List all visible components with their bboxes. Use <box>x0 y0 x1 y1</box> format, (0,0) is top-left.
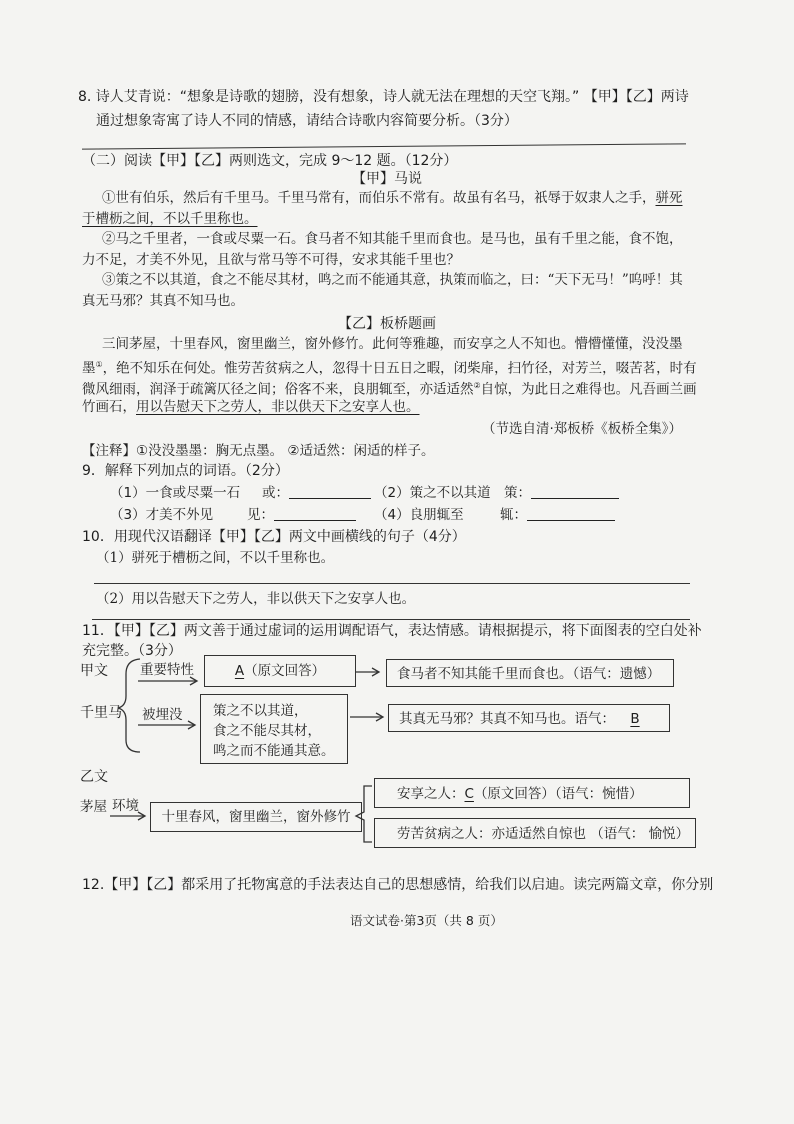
box-d: 劳苦贫病之人：亦适适然自惊也 （语气： 愉悦） <box>374 818 696 848</box>
blank-a-letter[interactable]: A <box>234 663 245 679</box>
box-c <box>374 778 690 808</box>
q9-item-3 <box>110 506 356 524</box>
page-footer: 语文试卷·第3页（共 8 页） <box>350 913 503 928</box>
jia-para1-line2: 于槽枥之间，不以千里称也。 <box>82 211 258 227</box>
branch-buried: 被埋没 <box>142 707 183 723</box>
box-environment: 十里春风，窗里幽兰，窗外修竹 <box>150 802 362 832</box>
jia-para2-line1: ②马之千里者，一食或尽粟一石。食马者不知其能千里而食也。是马也，虽有千里之能，食不饱， <box>102 231 683 247</box>
q9-item-2 <box>374 484 619 502</box>
jia-p1-text: ①世有伯乐，然后有千里马。千里马常有，而伯乐不常有。故虽有名马，祇辱于奴隶人之手， <box>102 190 656 206</box>
q9-item-4 <box>374 506 615 524</box>
yi-para-line3 <box>82 377 697 399</box>
box-mid-line: 鸣之而不能通其意。 <box>213 743 335 759</box>
box-mid-line: 策之不以其道， <box>213 703 308 719</box>
jia-para1-line1 <box>102 189 683 207</box>
q11-line2: 充完整。（3分） <box>82 643 182 659</box>
q9-answer-blank-1[interactable] <box>289 484 371 499</box>
box-c-post: （原文回答）（语气：惋惜） <box>473 786 643 802</box>
yi-title: 【乙】板桥题画 <box>338 316 436 332</box>
q8-line1: 8. 诗人艾青说：“想象是诗歌的翅膀，没有想象，诗人就无法在理想的天空飞翔。” 【甲】【乙】两诗 <box>78 89 689 105</box>
answer-line <box>82 143 686 149</box>
yi-text: ，绝不知乐在何处。惟劳苦贫病之人，忽得十日五日之暇，闭柴扉，扫竹径，对芳兰，啜苦茗，时有 <box>102 360 697 377</box>
q9-item-label: （1）一食或尽粟一石 <box>110 485 241 501</box>
q10-answer-line-1[interactable] <box>94 583 690 584</box>
box-mid <box>200 694 348 764</box>
yi-text: 微风细雨，润泽于疏篱仄径之间；俗客不来，良朋辄至，亦适适然 <box>82 381 474 398</box>
annotation-notes: 【注释】①没没墨墨：胸无点墨。 ②适适然：闲适的样子。 <box>82 443 435 459</box>
jia-para2-line2: 力不足，才美不外见，且欲与常马等不可得，安求其能千里也？ <box>82 252 460 268</box>
q10-sentence-2: （2）用以告慰天下之劳人，非以供天下之安享人也。 <box>96 591 416 607</box>
q9-item-word: 策： <box>504 485 531 501</box>
yi-label: 乙文 <box>80 769 108 785</box>
q9-answer-blank-3[interactable] <box>274 506 356 521</box>
q9-item-label: （2）策之不以其道 <box>374 485 491 501</box>
q9-item-word: 或： <box>262 485 289 501</box>
source-note: （节选自清·郑板桥《板桥全集》） <box>482 421 683 437</box>
q10-answer-line-2[interactable] <box>92 619 690 620</box>
yi-para-line1: 三间茅屋，十里春风，窗里幽兰，窗外修竹。此何等雅趣，而安享之人不知也。懵懵懂懂，没没墨 <box>102 336 683 352</box>
yi-text: 自惊，为此日之难得也。凡吾画兰画 <box>480 381 697 398</box>
note-marker-1: ① <box>95 360 103 369</box>
box-mid-line: 食之不能尽其材， <box>213 723 321 739</box>
q9-item-1 <box>110 484 371 502</box>
branch-important-trait: 重要特性 <box>140 662 194 678</box>
blank-c-letter[interactable]: C <box>464 786 474 802</box>
q9-item-word: 辄： <box>500 507 527 523</box>
q9-title: 9．解释下列加点的词语。（2分） <box>82 463 289 479</box>
q11-line1: 11．【甲】【乙】两文善于通过虚词的运用调配语气，表达情感。请根据提示，将下面图表的空白处补 <box>82 623 702 639</box>
yi-text: 墨 <box>82 360 96 377</box>
jia-title: 【甲】马说 <box>352 171 422 187</box>
q8-line2: 通过想象寄寓了诗人不同的情感，请结合诗歌内容简要分析。（3分） <box>96 113 518 129</box>
jia-para3-line2: 真无马邪？其真不知马也。 <box>82 293 244 309</box>
yi-para-line4 <box>82 398 420 416</box>
root-node-hut: 茅屋 <box>80 799 107 815</box>
q9-item-word: 见： <box>247 507 274 523</box>
q10-sentence-1: （1）骈死于槽枥之间，不以千里称也。 <box>96 550 335 566</box>
box-a <box>204 655 356 687</box>
q9-item-label: （3）才美不外见 <box>110 507 214 523</box>
yi-para-line2 <box>82 356 697 378</box>
box-a-hint: （原文回答） <box>244 663 326 679</box>
jia-underline-part1: 骈死 <box>655 190 683 206</box>
jia-para3-line1: ③策之不以其道，食之不能尽其材，鸣之而不能通其意，执策而临之，曰：“天下无马！”呜呼！其 <box>102 272 683 288</box>
q9-answer-blank-4[interactable] <box>527 506 615 521</box>
jia-label: 甲文 <box>80 663 108 679</box>
q12-line1: 12.【甲】【乙】都采用了托物寓意的手法表达自己的思想感情，给我们以启迪。读完两篇文章，你分别 <box>82 877 714 893</box>
branch-environment: 环境 <box>112 798 139 814</box>
q9-answer-blank-2[interactable] <box>531 484 619 499</box>
box-b <box>388 704 670 732</box>
q9-item-label: （4）良朋辄至 <box>374 507 464 523</box>
box-c-pre: 安享之人： <box>397 786 465 802</box>
blank-b-letter[interactable]: B <box>630 711 640 727</box>
yi-text: 竹画石， <box>82 399 136 415</box>
section2-heading: （二）阅读【甲】【乙】两则选文，完成 9～12 题。（12分） <box>82 153 458 169</box>
note-marker-2: ② <box>473 381 481 390</box>
yi-underline-sentence: 用以告慰天下之劳人，非以供天下之安享人也。 <box>136 399 420 415</box>
q10-title: 10．用现代汉语翻译【甲】【乙】两文中画横线的句子（4分） <box>82 529 466 545</box>
box-b-text: 其真无马邪？其真不知马也。语气： <box>399 711 615 727</box>
box-a-result: 食马者不知其能千里而食也。（语气：遗憾） <box>386 659 674 687</box>
root-node: 千里马 <box>80 705 122 721</box>
